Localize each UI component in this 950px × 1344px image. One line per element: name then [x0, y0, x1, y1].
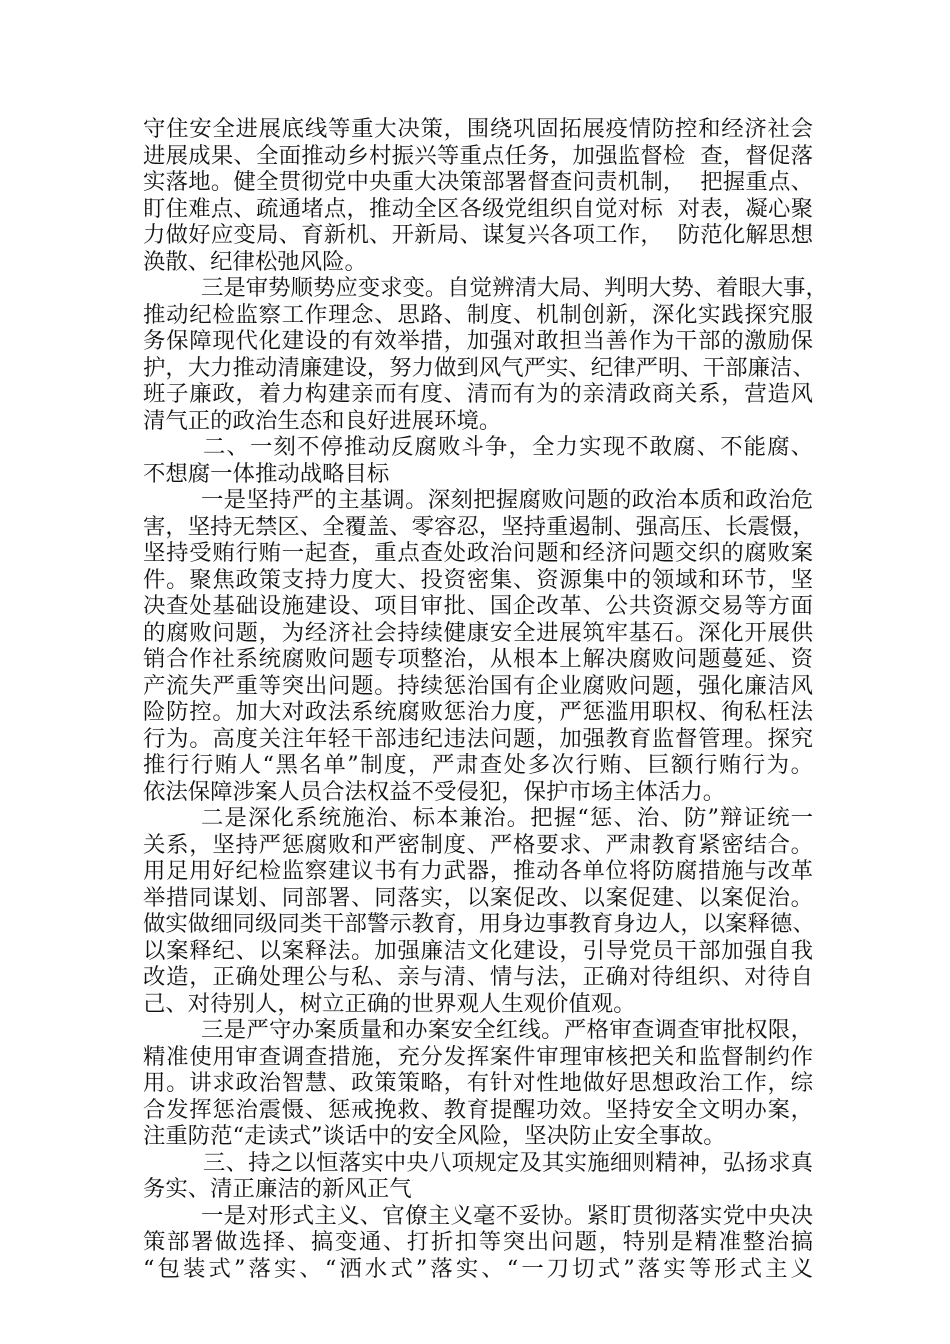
text-line: 一是对形式主义、官僚主义毫不妥协。紧盯贯彻落实党中央决: [201, 1202, 813, 1229]
text-line: 改造，正确处理公与私、亲与清、情与法，正确对待组织、对待自: [143, 964, 813, 990]
text-line: “包装式”落实、“洒水式”落实、“一刀切式”落实等形式主义: [143, 1255, 813, 1282]
paragraph: [143, 1203, 813, 1283]
text-line: 己、对待别人，树立正确的世界观人生观价值观。: [143, 990, 636, 1017]
text-line: 产流失严重等突出问题。持续惩治国有企业腐败问题，强化廉洁风: [143, 672, 813, 699]
text-line: 推动纪检监察工作理念、思路、制度、机制创新，深化实践探究服: [143, 301, 813, 328]
text-line: 用。讲求政治智慧、政策策略，有针对性地做好思想政治工作，综: [143, 1070, 813, 1096]
heading-line: 三、持之以恒落实中央八项规定及其实施细则精神，弘扬求真: [203, 1149, 813, 1176]
text-line: 清气正的政治生态和良好进展环境。: [143, 407, 502, 434]
text-line: 精准使用审查调查措施，充分发挥案件审理审核把关和监督制约作: [143, 1043, 813, 1070]
text-line: 关系，坚持严惩腐败和严密制度、严格要求、严肃教育紧密结合。: [143, 831, 813, 858]
document-page: [143, 116, 828, 1282]
text-line: 坚持受贿行贿一起查，重点查处政治问题和经济问题交织的腐败案: [143, 540, 813, 566]
paragraph: [143, 1017, 813, 1150]
text-line: 力做好应变局、育新机、开新局、谋复兴各项工作， 防范化解思想: [143, 222, 813, 248]
text-line: 依法保障涉案人员合法权益不受侵犯，保护市场主体活力。: [143, 778, 726, 805]
text-line: 护，大力推动清廉建设，努力做到风气严实、纪律严明、干部廉洁、: [143, 354, 815, 381]
paragraph: [143, 275, 828, 434]
text-line: 策部署做选择、搞变通、打折扣等突出问题，特别是精准整治搞: [143, 1229, 813, 1255]
text-line: 件。聚焦政策支持力度大、投资密集、资源集中的领域和环节，坚: [143, 566, 813, 593]
text-line: 决查处基础设施建设、项目审批、国企改革、公共资源交易等方面: [143, 593, 813, 619]
text-line: 行为。高度关注年轻干部违纪违法问题，加强教育监督管理。探究: [143, 725, 813, 752]
text-line: 用足用好纪检监察建议书有力武器，推动各单位将防腐措施与改革: [143, 858, 813, 884]
paragraph: [143, 116, 813, 275]
text-line: 三是审势顺势应变求变。自觉辨清大局、判明大势、着眼大事，: [201, 275, 828, 301]
text-line: 注重防范“走读式”谈话中的安全风险，坚决防止安全事故。: [143, 1123, 726, 1149]
heading-line: 不想腐一体推动战略目标: [143, 460, 390, 487]
text-line: 险防控。加大对政法系统腐败惩治力度，严惩滥用职权、徇私枉法: [143, 699, 813, 725]
text-line: 一是坚持严的主基调。深刻把握腐败问题的政治本质和政治危: [201, 487, 813, 513]
text-line: 以案释纪、以案释法。加强廉洁文化建设，引导党员干部加强自我: [143, 937, 813, 964]
text-line: 推行行贿人“黑名单”制度，严肃查处多次行贿、巨额行贿行为。: [143, 752, 813, 778]
heading-line: 务实、清正廉洁的新风正气: [143, 1176, 412, 1202]
text-line: 进展成果、全面推动乡村振兴等重点任务，加强监督检 查，督促落: [143, 142, 813, 169]
text-line: 务保障现代化建设的有效举措，加强对敢担当善作为干部的激励保: [143, 328, 813, 354]
text-line: 的腐败问题，为经济社会持续健康安全进展筑牢基石。深化开展供: [143, 619, 813, 646]
section-heading: [143, 1150, 813, 1203]
text-line: 合发挥惩治震慑、惩戒挽救、教育提醒功效。坚持安全文明办案，: [143, 1096, 813, 1123]
text-line: 守住安全进展底线等重大决策，围绕巩固拓展疫情防控和经济社会: [143, 116, 813, 142]
text-line: 盯住难点、疏通堵点，推动全区各级党组织自觉对标 对表，凝心聚: [143, 195, 813, 222]
text-line: 做实做细同级同类干部警示教育，用身边事教育身边人，以案释德、: [143, 911, 815, 937]
text-line: 举措同谋划、同部署、同落实，以案促改、以案促建、以案促治。: [143, 884, 813, 911]
text-line: 害，坚持无禁区、全覆盖、零容忍，坚持重遏制、强高压、长震慑，: [143, 513, 815, 540]
text-line: 班子廉政，着力构建亲而有度、清而有为的亲清政商关系，营造风: [143, 381, 813, 407]
text-line: 三是严守办案质量和办案安全红线。严格审查调查审批权限，: [201, 1017, 813, 1043]
paragraph: [143, 805, 813, 1017]
text-line: 涣散、纪律松弛风险。: [143, 248, 367, 275]
text-line: 销合作社系统腐败问题专项整治，从根本上解决腐败问题蔓延、资: [143, 646, 813, 672]
section-heading: [143, 434, 813, 487]
heading-line: 二、一刻不停推动反腐败斗争，全力实现不敢腐、不能腐、: [203, 434, 813, 460]
text-line: 实落地。健全贯彻党中央重大决策部署督查问责机制， 把握重点、: [143, 169, 813, 195]
paragraph: [143, 487, 813, 805]
text-line: 二是深化系统施治、标本兼治。把握“惩、治、防”辩证统一: [201, 805, 813, 831]
